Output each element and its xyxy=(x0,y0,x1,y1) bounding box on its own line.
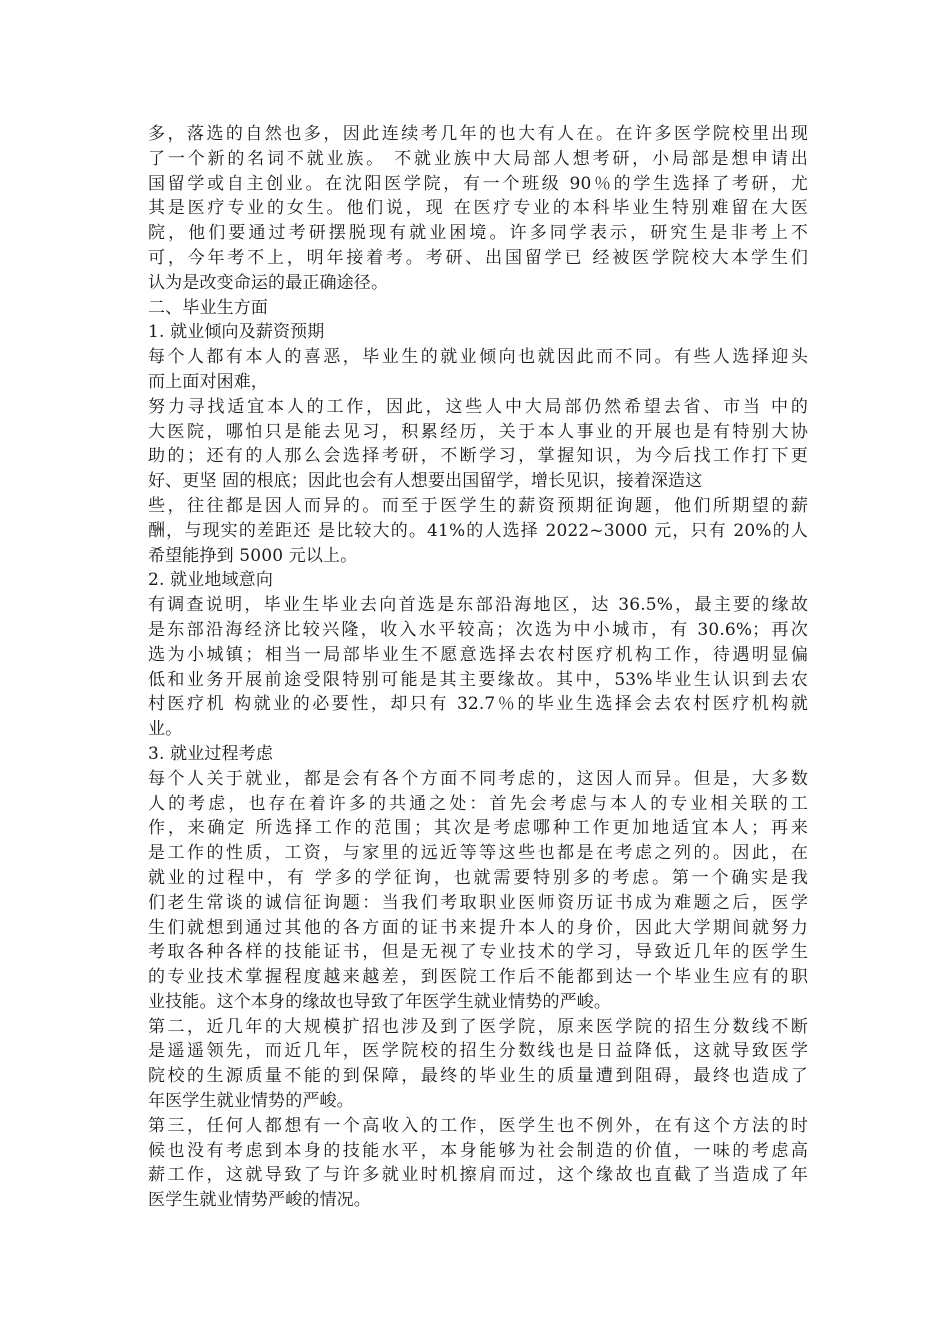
text-line: 国留学或自主创业。在沈阳医学院，有一个班级 90％的学生选择了考研，尤 xyxy=(148,173,808,194)
text-line: 认为是改变命运的最正确途径。 xyxy=(148,272,389,293)
text-line: 可，今年考不上，明年接着考。考研、出国留学已 经被医学院校大本学生们 xyxy=(148,247,808,268)
text-line: 有调查说明，毕业生毕业去向首选是东部沿海地区，达 36.5%，最主要的缘故 xyxy=(148,595,808,616)
text-line: 大医院，哪怕只是能去见习，积累经历，关于本人事业的开展也是有特别大协 xyxy=(148,421,808,442)
text-line: 助的；还有的人那么会选择考研，不断学习，掌握知识，为今后找工作打下更 xyxy=(148,446,808,467)
text-line: 些，往往都是因人而异的。而至于医学生的薪资预期征询题，他们所期望的薪 xyxy=(148,495,808,516)
text-line: 2. 就业地域意向 xyxy=(148,570,273,591)
text-line: 第三，任何人都想有一个高收入的工作，医学生也不例外，在有这个方法的时 xyxy=(148,1115,808,1136)
text-line: 作，来确定 所选择工作的范围；其次是考虑哪种工作更加地适宜本人；再来 xyxy=(148,818,808,839)
text-line: 3. 就业过程考虑 xyxy=(148,743,273,764)
text-line: 医学生就业情势严峻的情况。 xyxy=(148,1190,371,1211)
text-line: 希望能挣到 5000 元以上。 xyxy=(148,545,358,566)
text-line: 人的考虑，也存在着许多的共通之处：首先会考虑与本人的专业相关联的工 xyxy=(148,793,808,814)
text-line: 好、更坚 固的根底；因此也会有人想要出国留学，增长见识，接着深造这 xyxy=(148,471,703,492)
text-line: 就业的过程中，有 学多的学征询，也就需要特别多的考虑。第一个确实是我 xyxy=(148,867,808,888)
text-line: 而上面对困难， xyxy=(148,371,269,392)
text-line: 其是医疗专业的女生。他们说，现 在医疗专业的本科毕业生特别难留在大医 xyxy=(148,198,808,219)
text-line: 多，落选的自然也多，因此连续考几年的也大有人在。在许多医学院校里出现 xyxy=(148,124,808,144)
text-line: 低和业务开展前途受限特别可能是其主要缘故。其中，53%毕业生认识到去农 xyxy=(148,669,808,690)
text-line: 每个人都有本人的喜恶，毕业生的就业倾向也就因此而不同。有些人选择迎头 xyxy=(148,347,808,368)
text-line: 院，他们要通过考研摆脱现有就业困境。许多同学表示，研究生是非考上不 xyxy=(148,223,808,244)
text-line: 年医学生就业情势的严峻。 xyxy=(148,1091,354,1112)
text-line: 努力寻找适宜本人的工作，因此，这些人中大局部仍然希望去省、市当 中的 xyxy=(148,396,808,417)
text-line: 第二，近几年的大规模扩招也涉及到了医学院，原来医学院的招生分数线不断 xyxy=(148,1016,808,1037)
text-line: 业技能。这个本身的缘故也导致了年医学生就业情势的严峻。 xyxy=(148,991,612,1012)
text-line: 村医疗机 构就业的必要性，却只有 32.7％的毕业生选择会去农村医疗机构就 xyxy=(148,694,808,715)
text-line: 考取各种各样的技能证书，但是无视了专业技术的学习，导致近几年的医学生 xyxy=(148,942,808,963)
text-line: 了一个新的名词不就业族。 不就业族中大局部人想考研，小局部是想申请出 xyxy=(148,148,808,169)
text-line: 是东部沿海经济比较兴隆，收入水平较高；次选为中小城市，有 30.6%；再次 xyxy=(148,619,808,640)
text-line: 生们就想到通过其他的各方面的证书来提升本人的身价，因此大学期间就努力 xyxy=(148,917,808,938)
text-line: 1. 就业倾向及薪资预期 xyxy=(148,322,325,343)
text-line: 是工作的性质，工资，与家里的远近等等这些也都是在考虑之列的。因此，在 xyxy=(148,843,808,864)
text-line: 二、毕业生方面 xyxy=(148,297,269,318)
text-line: 院校的生源质量不能的到保障，最终的毕业生的质量遭到阻碍，最终也造成了 xyxy=(148,1066,808,1087)
text-line: 酬，与现实的差距还 是比较大的。41%的人选择 2022~3000 元，只有 20%的人 xyxy=(148,520,808,541)
text-line: 薪工作，这就导致了与许多就业时机擦肩而过，这个缘故也直截了当造成了年 xyxy=(148,1165,808,1186)
text-line: 候也没有考虑到本身的技能水平，本身能够为社会制造的价值，一味的考虑高 xyxy=(148,1140,808,1161)
text-line: 的专业技术掌握程度越来越差，到医院工作后不能都到达一个毕业生应有的职 xyxy=(148,967,808,988)
text-line: 是遥遥领先，而近几年，医学院校的招生分数线也是日益降低，这就导致医学 xyxy=(148,1041,808,1062)
text-line: 们老生常谈的诚信征询题：当我们考取职业医师资历证书成为难题之后，医学 xyxy=(148,892,808,913)
text-line: 选为小城镇；相当一局部毕业生不愿意选择去农村医疗机构工作，待遇明显偏 xyxy=(148,644,808,665)
document-page xyxy=(148,122,808,1213)
text-line: 业。 xyxy=(148,719,183,740)
text-line: 每个人关于就业，都是会有各个方面不同考虑的，这因人而异。但是，大多数 xyxy=(148,768,808,789)
